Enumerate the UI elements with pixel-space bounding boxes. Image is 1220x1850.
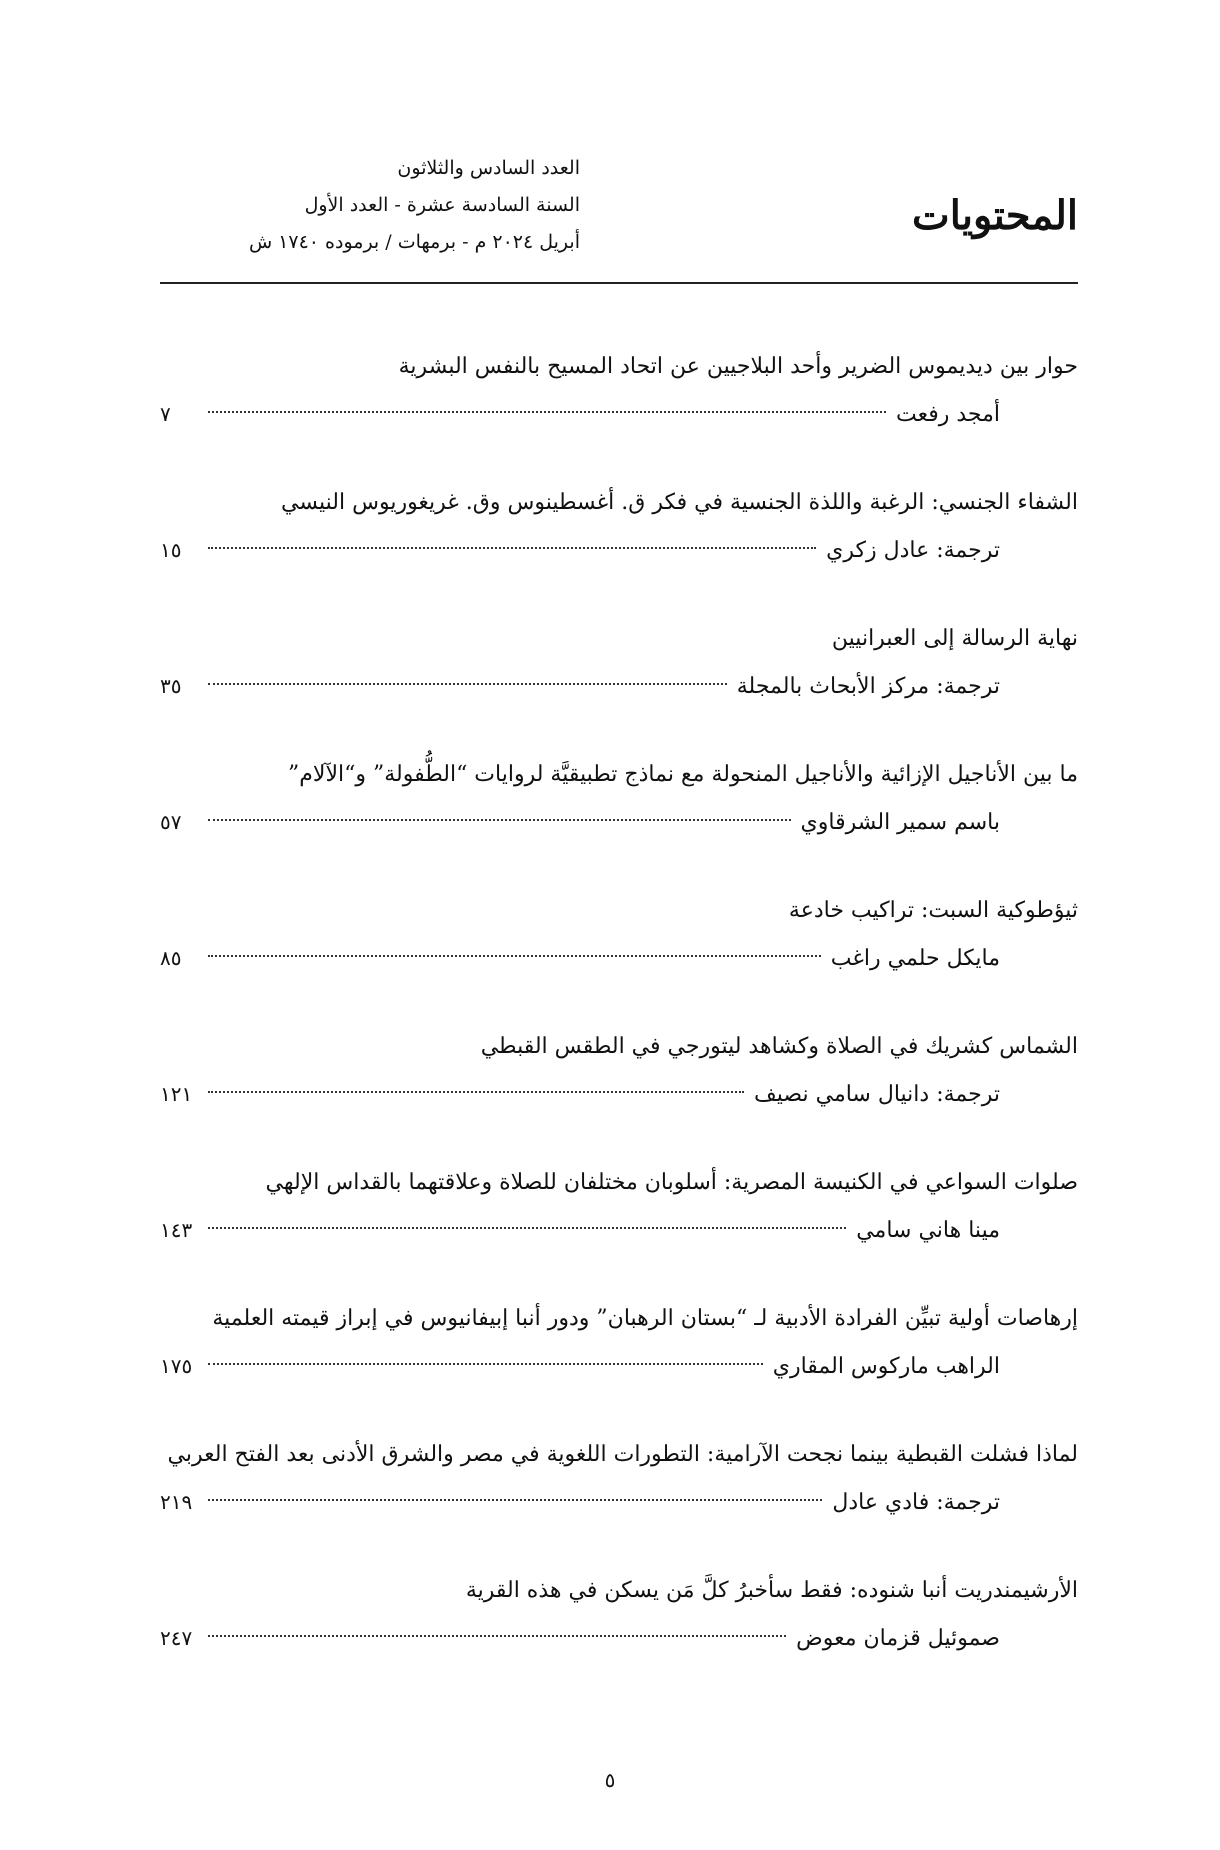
toc-entry-page: ٢٤٧ [160,1626,193,1650]
issue-year-line: السنة السادسة عشرة - العدد الأول [304,194,580,216]
dot-leader [208,411,886,413]
toc-entry-title: الأرشيمندريت أنبا شنوده: فقط سأخبرُ كلَّ مَن يسكن في هذه القرية [465,1578,1078,1603]
toc-entry-page: ٢١٩ [160,1490,193,1514]
dot-leader [208,1091,744,1093]
dot-leader [208,547,816,549]
toc-entry-line [160,1205,1078,1255]
toc-entry[interactable] [160,1433,1078,1569]
toc-entry-line [160,797,1078,847]
dot-leader [208,1499,822,1501]
toc-entry-line [160,933,1078,983]
toc-entry-line [160,1477,1078,1527]
toc-entry-author: ترجمة: عادل زكري [826,538,1000,563]
toc-entry-author: ترجمة: مركز الأبحاث بالمجلة [736,674,1000,699]
dot-leader [208,1227,846,1229]
toc-entry[interactable] [160,889,1078,1025]
toc-entry-title: صلوات السواعي في الكنيسة المصرية: أسلوبان مختلفان للصلاة وعلاقتهما بالقداس الإلهي [265,1170,1078,1195]
toc-entry-title: حوار بين ديديموس الضرير وأحد البلاجيين عن اتحاد المسيح بالنفس البشرية [398,354,1078,379]
toc-entry-author: صموئيل قزمان معوض [796,1626,1000,1651]
toc-entry-line [160,1341,1078,1391]
dot-leader [208,1635,786,1637]
dot-leader [208,1363,763,1365]
toc-entry-page: ٥٧ [160,810,182,834]
toc-entry-line [160,1613,1078,1663]
toc-entry-page: ٨٥ [160,946,182,970]
dot-leader [208,683,727,685]
toc-entry-page: ١٧٥ [160,1354,193,1378]
dot-leader [208,955,821,957]
toc-entry-line [160,525,1078,575]
dot-leader [208,819,791,821]
toc-entry-title: ثيؤطوكية السبت: تراكيب خادعة [788,898,1078,923]
toc-entry[interactable] [160,1025,1078,1161]
toc-entry[interactable] [160,617,1078,753]
toc-entry-page: ٧ [160,402,171,426]
toc-entry-author: باسم سمير الشرقاوي [800,810,1000,835]
toc-entry-page: ١٤٣ [160,1218,193,1242]
toc-entry[interactable] [160,1569,1078,1705]
toc-entry-page: ١٥ [160,538,182,562]
table-of-contents [160,345,1078,1705]
toc-entry-author: أمجد رفعت [896,402,1000,427]
page-number: ٥ [604,1768,616,1792]
toc-entry-title: ما بين الأناجيل الإزائية والأناجيل المنحولة مع نماذج تطبيقيَّة لروايات “الطُّفولة” و“الآلام” [288,762,1078,787]
toc-entry-line [160,1069,1078,1119]
toc-entry-author: مايكل حلمي راغب [830,946,1000,971]
toc-entry-title: الشماس كشريك في الصلاة وكشاهد ليتورجي في الطقس القبطي [480,1034,1078,1059]
toc-entry[interactable] [160,1297,1078,1433]
page-title: المحتويات [912,192,1078,239]
toc-entry-author: الراهب ماركوس المقاري [772,1354,1000,1379]
toc-entry-line [160,661,1078,711]
issue-info [160,150,580,261]
toc-entry-title: لماذا فشلت القبطية بينما نجحت الآرامية: التطورات اللغوية في مصر والشرق الأدنى بعد الفتح العربي [167,1442,1078,1467]
toc-entry[interactable] [160,481,1078,617]
toc-entry-line [160,389,1078,439]
issue-date-line: أبريل ٢٠٢٤ م - برمهات / برموده ١٧٤٠ ش [248,231,580,253]
contents-header [160,150,1078,284]
toc-entry[interactable] [160,753,1078,889]
issue-number-line: العدد السادس والثلاثون [397,157,580,179]
toc-entry-author: ترجمة: فادي عادل [832,1490,1000,1515]
toc-entry[interactable] [160,1161,1078,1297]
toc-entry-title: نهاية الرسالة إلى العبرانيين [831,626,1078,651]
toc-entry-author: مينا هاني سامي [856,1218,1000,1243]
toc-entry-title: الشفاء الجنسي: الرغبة واللذة الجنسية في فكر ق. أغسطينوس وق. غريغوريوس النيسي [281,490,1078,515]
toc-entry-page: ١٢١ [160,1082,193,1106]
toc-entry[interactable] [160,345,1078,481]
toc-entry-title: إرهاصات أولية تبيِّن الفرادة الأدبية لـ “بستان الرهبان” ودور أنبا إبيفانيوس في إبراز قيمته العلمية [212,1306,1078,1331]
toc-entry-author: ترجمة: دانيال سامي نصيف [754,1082,1000,1107]
toc-entry-page: ٣٥ [160,674,182,698]
